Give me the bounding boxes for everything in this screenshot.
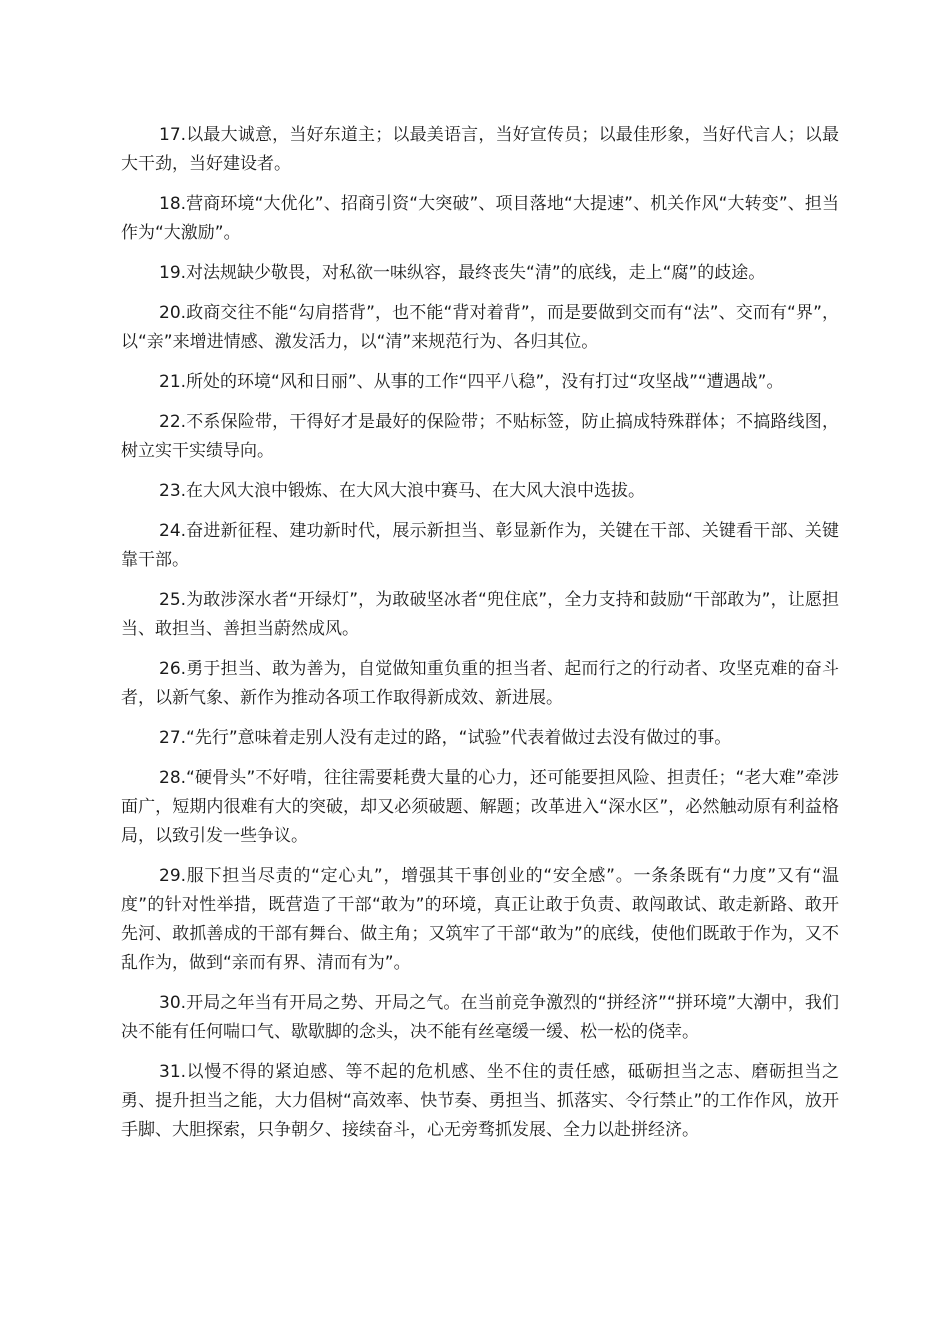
paragraph-28: 28.“硬骨头”不好啃，往往需要耗费大量的心力，还可能要担风险、担责任；“老大难”牵涉面广，短期内很难有大的突破，却又必须破题、解题；改革进入“深水区”，必然触动原有利益格局，以致引发一些争议。 bbox=[121, 768, 839, 846]
paragraph-26: 26.勇于担当、敢为善为，自觉做知重负重的担当者、起而行之的行动者、攻坚克难的奋斗者，以新气象、新作为推动各项工作取得新成效、新进展。 bbox=[121, 659, 839, 708]
document-body bbox=[121, 121, 839, 1156]
paragraph-21: 21.所处的环境“风和日丽”、从事的工作“四平八稳”，没有打过“攻坚战”“遭遇战”。 bbox=[159, 372, 784, 392]
paragraph-20: 20.政商交往不能“勾肩搭背”，也不能“背对着背”，而是要做到交而有“法”、交而有“界”，以“亲”来增进情感、激发活力，以“清”来规范行为、各归其位。 bbox=[121, 303, 839, 352]
paragraph-17: 17.以最大诚意，当好东道主；以最美语言，当好宣传员；以最佳形象，当好代言人；以最大干劲，当好建设者。 bbox=[121, 125, 839, 174]
paragraph-31: 31.以慢不得的紧迫感、等不起的危机感、坐不住的责任感，砥砺担当之志、磨砺担当之勇、提升担当之能，大力倡树“高效率、快节奏、勇担当、抓落实、令行禁止”的工作作风，放开手脚、大胆探索，只争朝夕、接续奋斗，心无旁骛抓发展、全力以赴拼经济。 bbox=[121, 1062, 839, 1140]
paragraph-30: 30.开局之年当有开局之势、开局之气。在当前竞争激烈的“拼经济”“拼环境”大潮中，我们决不能有任何喘口气、歇歇脚的念头，决不能有丝毫缓一缓、松一松的侥幸。 bbox=[121, 993, 839, 1042]
paragraph-25: 25.为敢涉深水者“开绿灯”，为敢破坚冰者“兜住底”，全力支持和鼓励“干部敢为”，让愿担当、敢担当、善担当蔚然成风。 bbox=[121, 590, 839, 639]
paragraph-23: 23.在大风大浪中锻炼、在大风大浪中赛马、在大风大浪中选拔。 bbox=[159, 481, 646, 501]
paragraph-27: 27.“先行”意味着走别人没有走过的路，“试验”代表着做过去没有做过的事。 bbox=[159, 728, 732, 748]
paragraph-22: 22.不系保险带，干得好才是最好的保险带；不贴标签，防止搞成特殊群体；不搞路线图，树立实干实绩导向。 bbox=[121, 412, 839, 461]
paragraph-29: 29.服下担当尽责的“定心丸”，增强其干事创业的“安全感”。一条条既有“力度”又有“温度”的针对性举措，既营造了干部“敢为”的环境，真正让敢于负责、敢闯敢试、敢走新路、敢开先河、敢抓善成的干部有舞台、做主角；又筑牢了干部“敢为”的底线，使他们既敢于作为，又不乱作为，做到“亲而有界、清而有为”。 bbox=[121, 866, 839, 973]
paragraph-18: 18.营商环境“大优化”、招商引资“大突破”、项目落地“大提速”、机关作风“大转变”、担当作为“大激励”。 bbox=[121, 194, 839, 243]
paragraph-19: 19.对法规缺少敬畏，对私欲一味纵容，最终丧失“清”的底线，走上“腐”的歧途。 bbox=[159, 263, 766, 283]
paragraph-24: 24.奋进新征程、建功新时代，展示新担当、彰显新作为，关键在干部、关键看干部、关键靠干部。 bbox=[121, 521, 839, 570]
